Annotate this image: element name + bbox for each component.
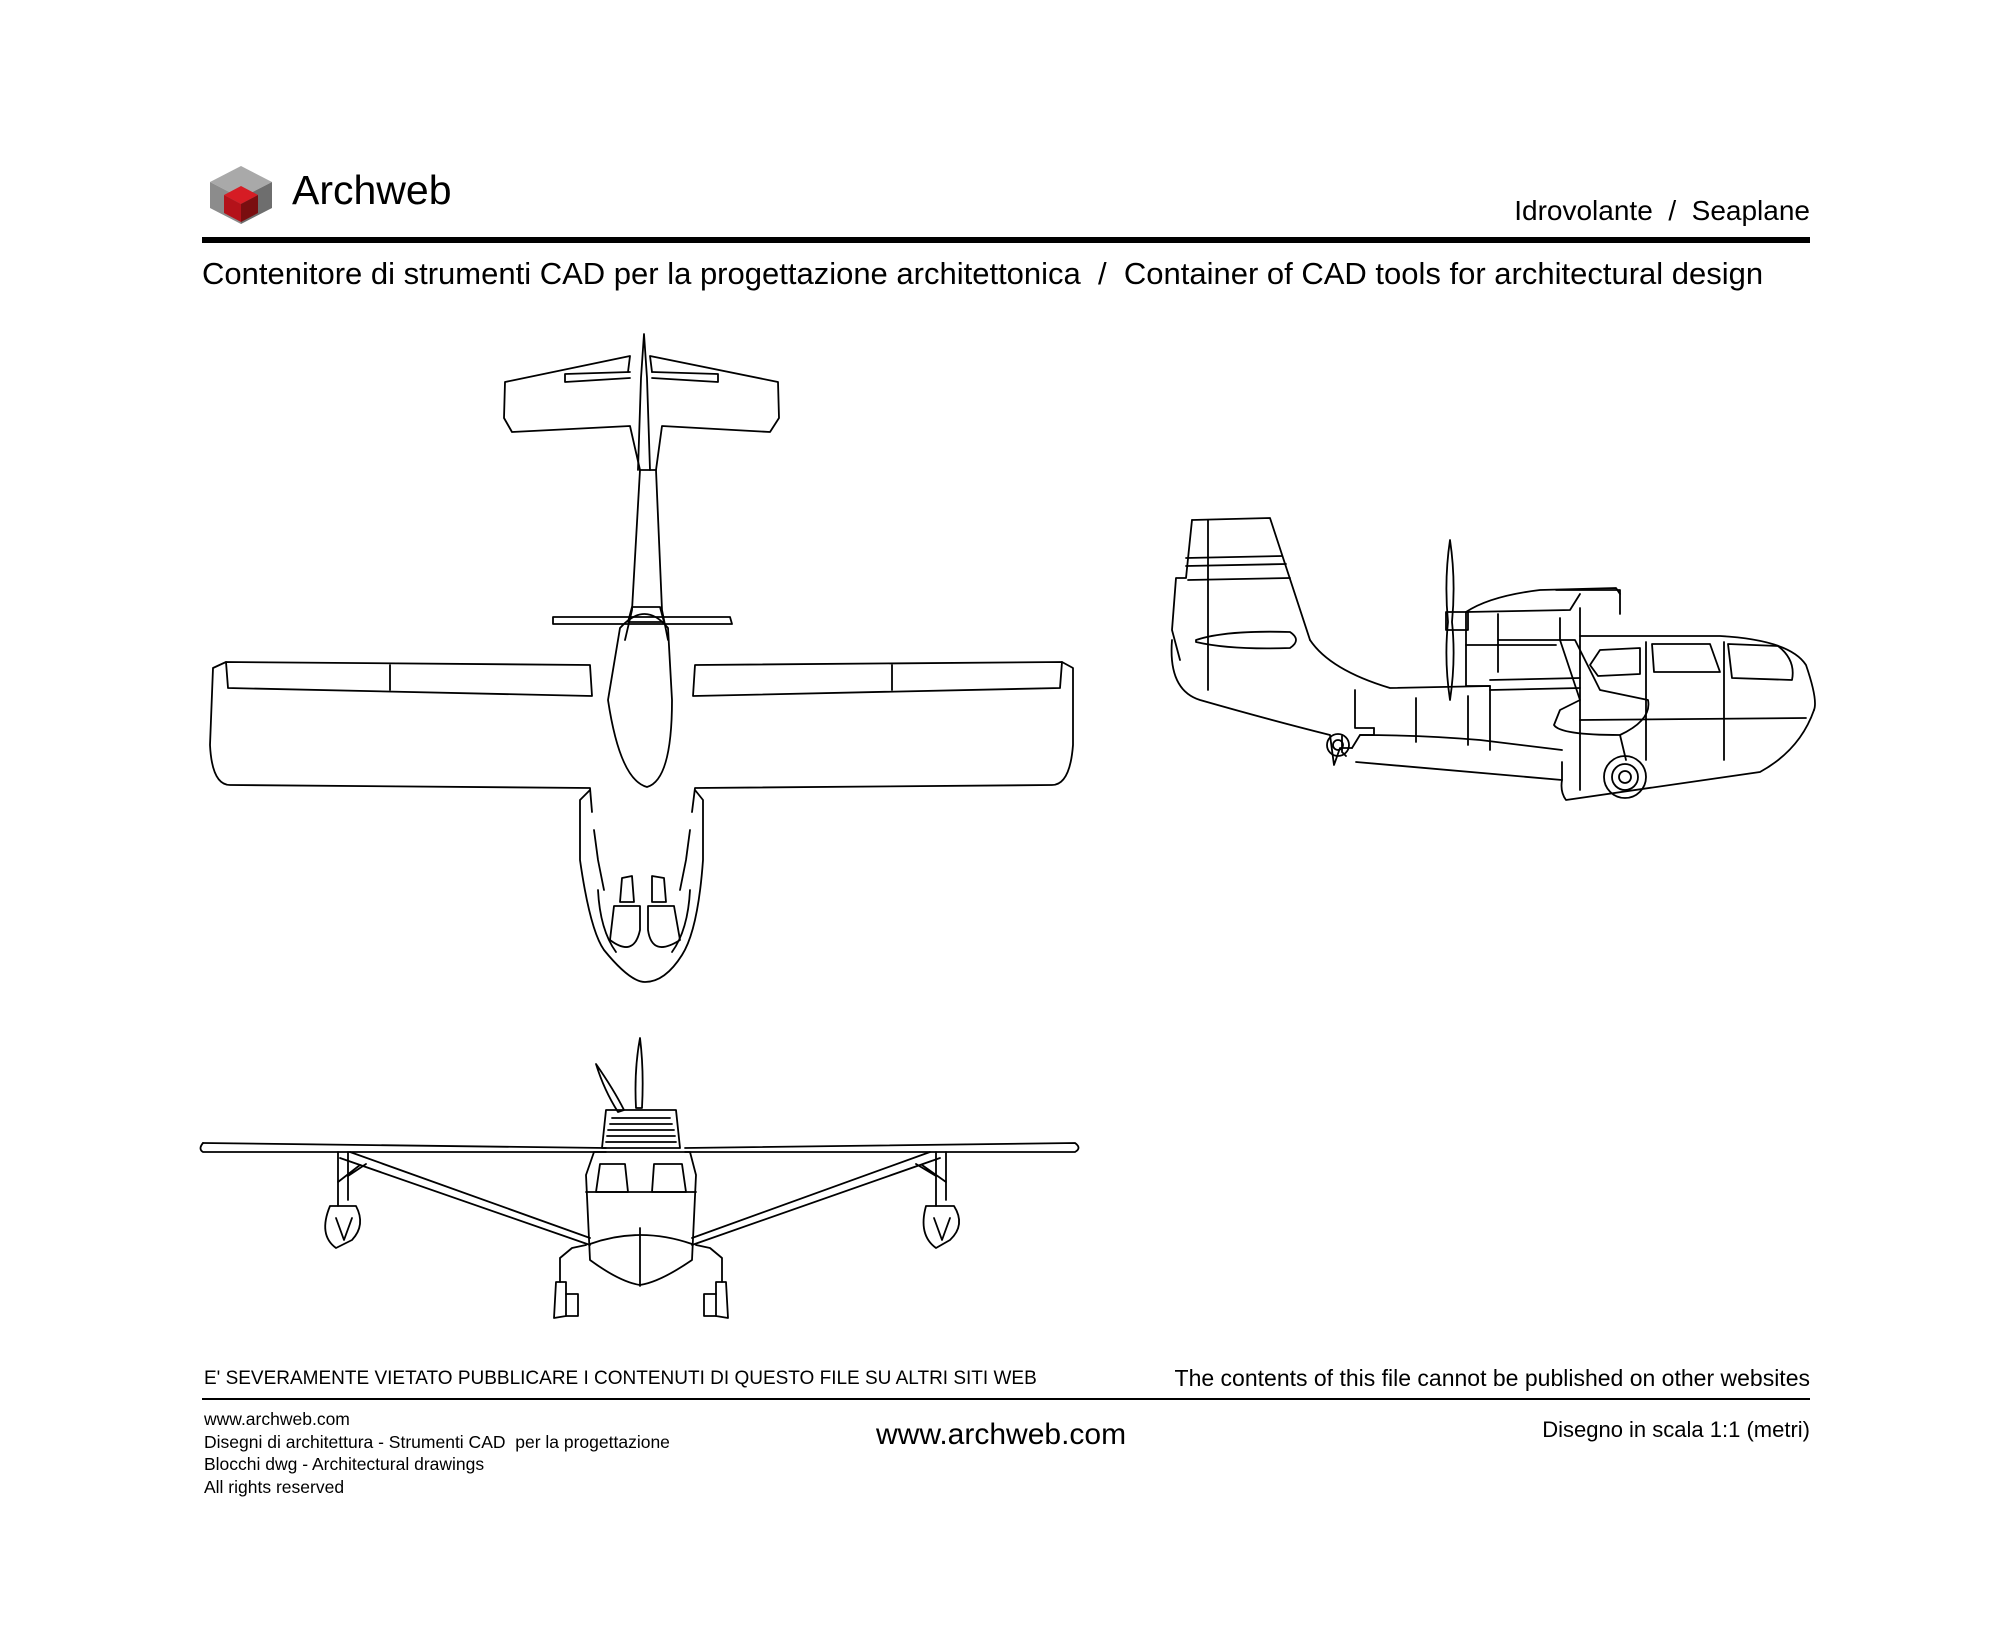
footer-rule: [202, 1398, 1810, 1400]
drawing-title: Idrovolante / Seaplane: [1514, 195, 1810, 226]
brand-name: Archweb: [292, 167, 452, 213]
footer-credit-line: Blocchi dwg - Architectural drawings: [204, 1454, 485, 1474]
top-view: [210, 334, 1073, 982]
drawing-scale: Disegno in scala 1:1 (metri): [1542, 1417, 1810, 1442]
footer-credits: [204, 1408, 670, 1498]
side-view: [1172, 518, 1815, 800]
footer-credit-line: All rights reserved: [204, 1476, 345, 1497]
footer-credit-line: www.archweb.com: [204, 1409, 350, 1429]
front-view: [201, 1038, 1079, 1318]
notice-italian: E' SEVERAMENTE VIETATO PUBBLICARE I CONTENUTI DI QUESTO FILE SU ALTRI SITI WEB: [204, 1368, 1037, 1389]
footer-website-link[interactable]: www.archweb.com: [876, 1418, 1127, 1451]
footer-credit-line: Disegni di architettura - Strumenti CAD per la progettazione: [204, 1431, 670, 1452]
tagline: Contenitore di strumenti CAD per la progettazione architettonica / Container of CAD tools for architectural design: [202, 256, 1764, 291]
notice-english: The contents of this file cannot be published on other websites: [1174, 1365, 1810, 1391]
